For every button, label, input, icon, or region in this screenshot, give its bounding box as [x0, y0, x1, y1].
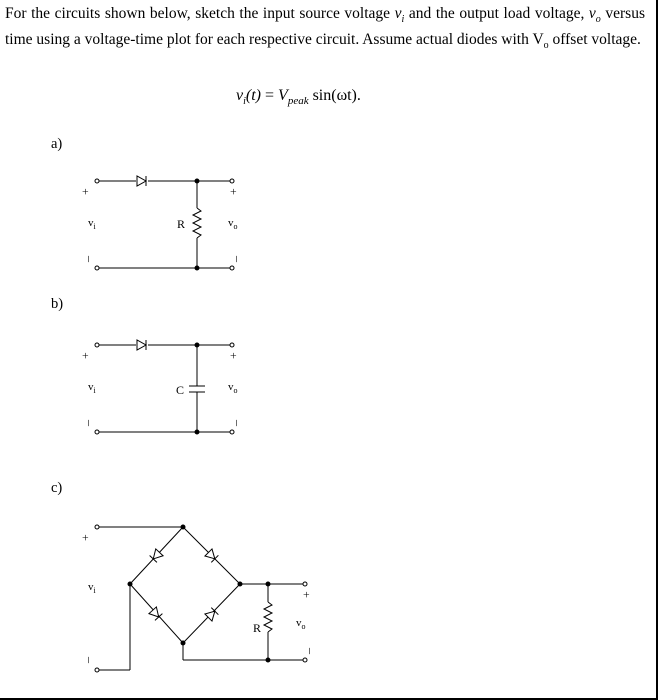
problem-text-1: For the circuits shown below, sketch the input source voltage — [5, 5, 395, 22]
bridge-diode-4 — [205, 608, 218, 621]
b-output-label: $v_o$ — [228, 381, 238, 395]
a-output-minus: – — [228, 256, 242, 262]
problem-text-2: and the output load voltage, — [404, 5, 589, 22]
diode-a — [137, 176, 146, 186]
a-input-plus: + — [78, 188, 92, 195]
a-input-label: $v_i$ — [88, 217, 96, 231]
a-output-label: $v_o$ — [228, 217, 238, 231]
problem-text-4: offset voltage. — [548, 31, 641, 49]
part-c-label: c) — [51, 480, 63, 496]
part-a-label: a) — [51, 136, 63, 152]
circuit-b — [95, 340, 234, 434]
b-output-plus: + — [226, 352, 240, 359]
b-input-label: $v_i$ — [88, 381, 96, 395]
a-input-minus: – — [80, 256, 94, 262]
c-output-plus: + — [299, 591, 313, 598]
b-input-plus: + — [78, 352, 92, 359]
b-component-label: C — [176, 383, 185, 397]
formula-lhs: $v_i(t)$ — [236, 87, 261, 108]
b-input-minus: – — [80, 420, 94, 426]
part-b-label: b) — [51, 296, 64, 312]
diode-b — [137, 340, 146, 350]
circuit-c — [95, 525, 307, 672]
c-input-minus: – — [80, 657, 94, 663]
formula-peak: $V_{peak}$ — [278, 87, 309, 108]
c-input-plus: + — [78, 534, 92, 541]
formula-equals: = — [261, 87, 279, 104]
b-output-minus: – — [228, 420, 242, 426]
resistor-c — [264, 602, 272, 632]
vi-symbol: $v_i$ — [394, 5, 405, 26]
formula-rhs: sin(ωt). — [308, 87, 361, 104]
problem-text-3: versus time using a voltage-time plot for each respective circuit. Assume actual diodes with — [5, 5, 645, 49]
c-output-label: $v_o$ — [296, 617, 306, 631]
vo-symbol: $v_o$ — [588, 5, 601, 26]
c-output-minus: – — [301, 648, 315, 654]
a-output-plus: + — [226, 188, 240, 195]
circuit-a — [95, 176, 234, 270]
c-input-label: $v_i$ — [88, 581, 96, 595]
c-component-label: R — [253, 621, 262, 635]
offset-symbol: $V_o$ — [532, 31, 549, 52]
a-component-label: R — [177, 217, 186, 231]
resistor-a — [193, 208, 201, 238]
